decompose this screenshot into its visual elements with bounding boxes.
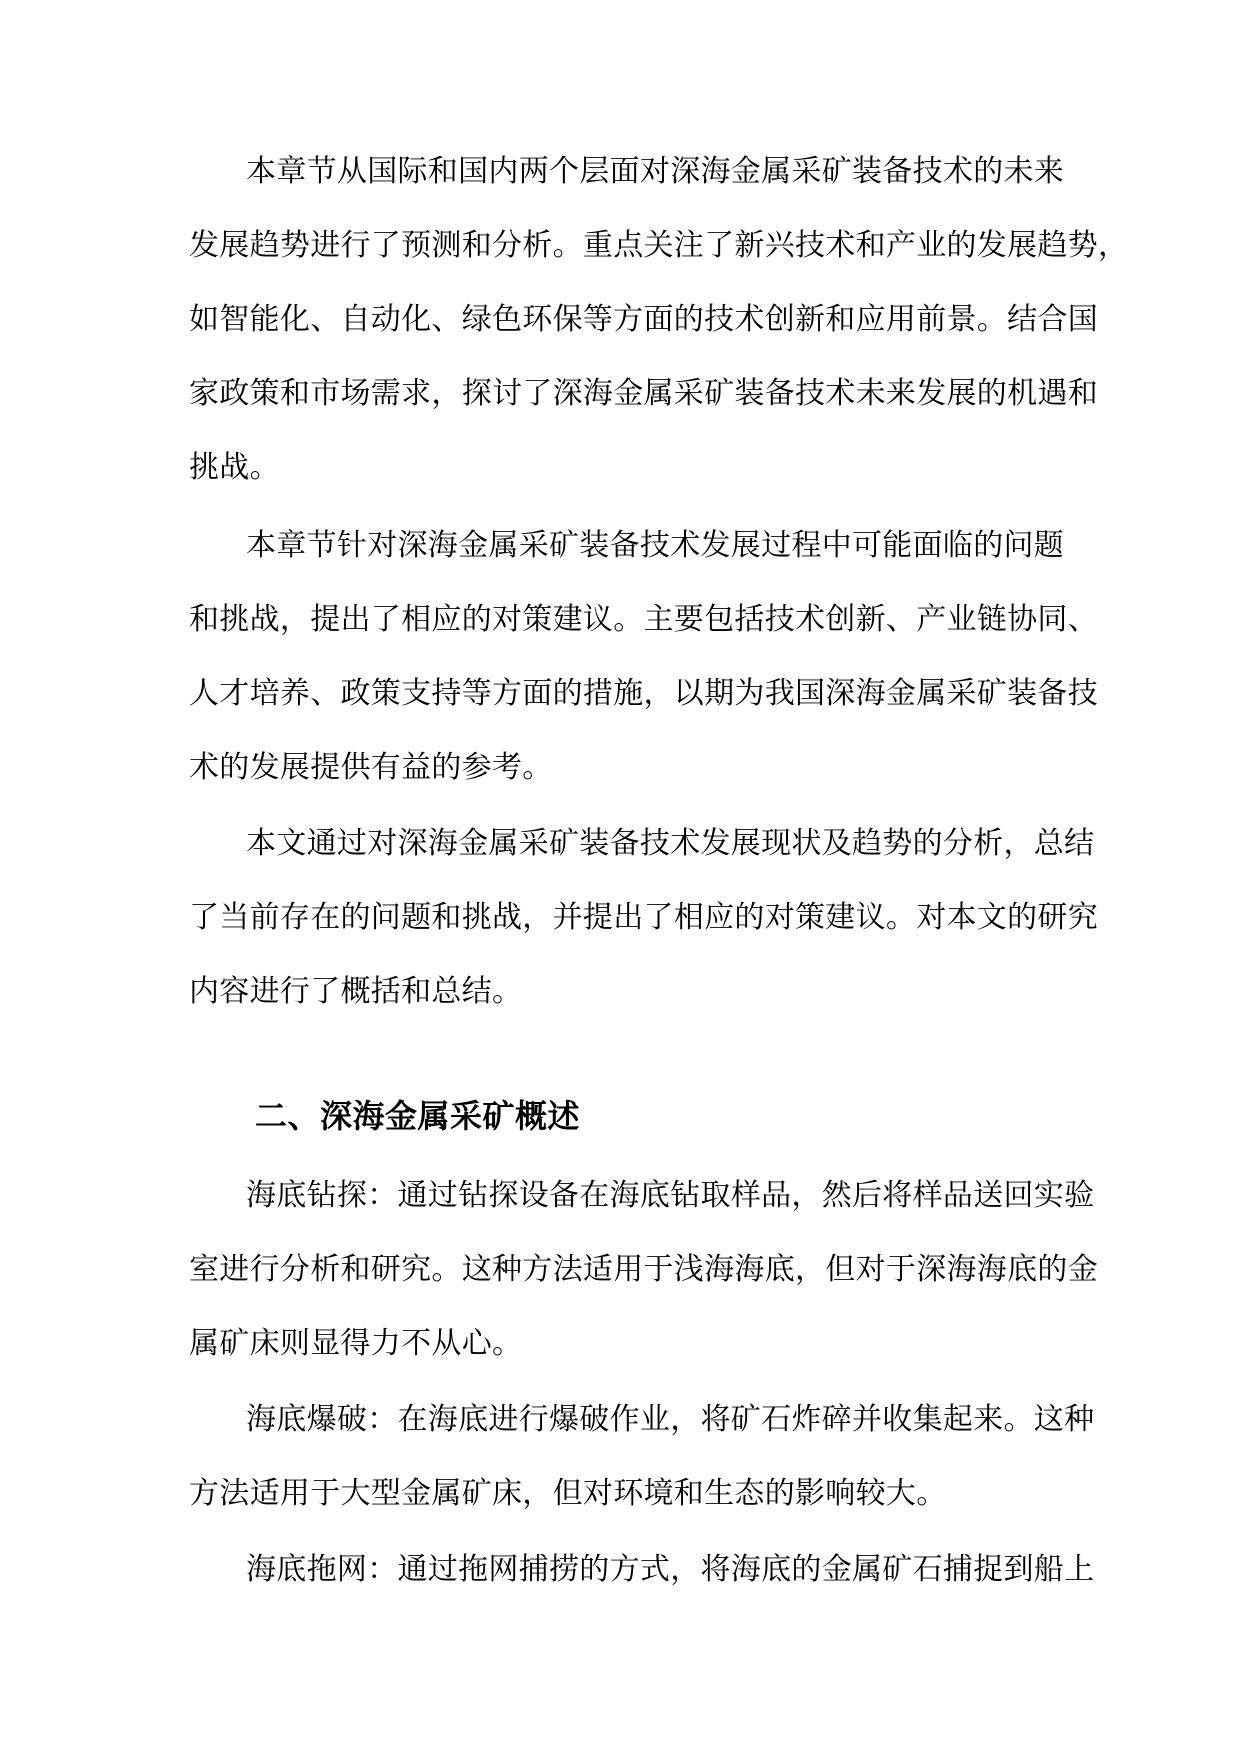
paragraph-line: 本章节针对深海金属采矿装备技术发展过程中可能面临的问题 <box>246 528 1065 563</box>
paragraph-line: 家政策和市场需求，探讨了深海金属采矿装备技术未来发展的机遇和 <box>189 376 1098 411</box>
paragraph-line: 了当前存在的问题和挑战，并提出了相应的对策建议。对本文的研究 <box>189 900 1098 935</box>
paragraph-line: 发展趋势进行了预测和分析。重点关注了新兴技术和产业的发展趋势， <box>189 228 1129 263</box>
paragraph-line: 术的发展提供有益的参考。 <box>189 750 553 785</box>
paragraph-line: 海底爆破：在海底进行爆破作业，将矿石炸碎并收集起来。这种 <box>246 1402 1095 1437</box>
section-heading: 二、深海金属采矿概述 <box>255 1097 581 1135</box>
paragraph-line: 人才培养、政策支持等方面的措施，以期为我国深海金属采矿装备技 <box>189 676 1098 711</box>
paragraph-line: 属矿床则显得力不从心。 <box>189 1326 523 1361</box>
paragraph-line: 方法适用于大型金属矿床，但对环境和生态的影响较大。 <box>189 1476 947 1511</box>
paragraph-line: 室进行分析和研究。这种方法适用于浅海海底，但对于深海海底的金 <box>189 1252 1098 1287</box>
paragraph-line: 本文通过对深海金属采矿装备技术发展现状及趋势的分析，总结 <box>246 826 1095 861</box>
paragraph-line: 海底钻探：通过钻探设备在海底钻取样品，然后将样品送回实验 <box>246 1178 1095 1213</box>
paragraph-line: 内容进行了概括和总结。 <box>189 974 523 1009</box>
paragraph-line: 本章节从国际和国内两个层面对深海金属采矿装备技术的未来 <box>246 154 1065 189</box>
paragraph-line: 海底拖网：通过拖网捕捞的方式，将海底的金属矿石捕捉到船上 <box>246 1552 1095 1587</box>
paragraph-line: 挑战。 <box>189 450 280 485</box>
paragraph-line: 如智能化、自动化、绿色环保等方面的技术创新和应用前景。结合国 <box>189 302 1098 337</box>
paragraph-line: 和挑战，提出了相应的对策建议。主要包括技术创新、产业链协同、 <box>189 602 1098 637</box>
